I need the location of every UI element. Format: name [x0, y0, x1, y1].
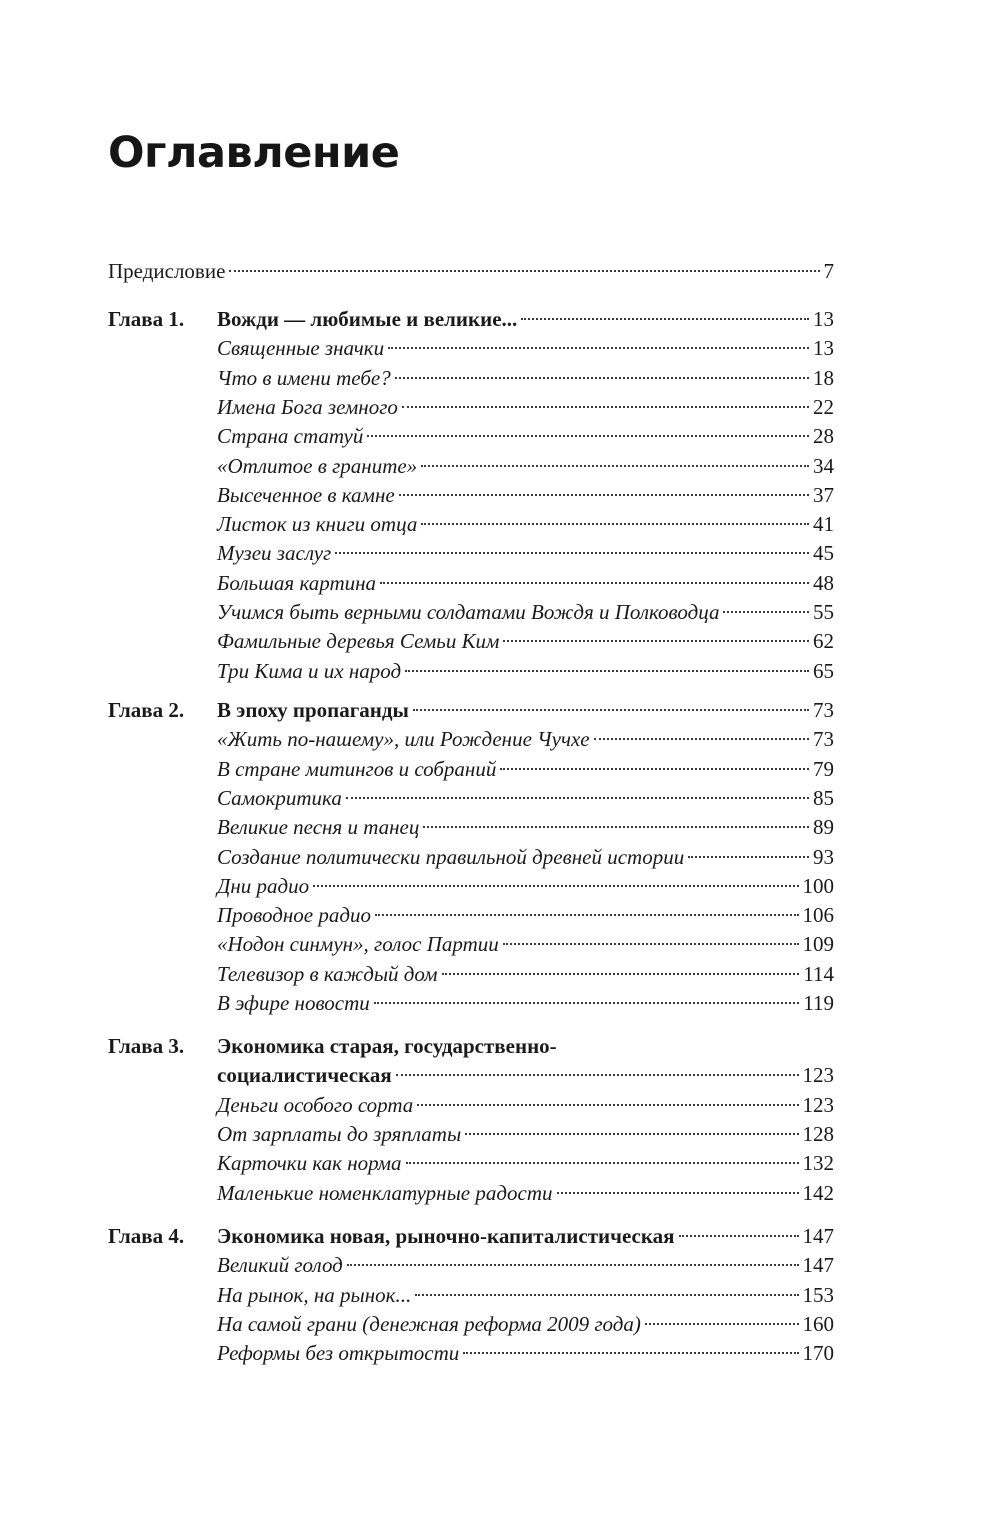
page-number: 106: [802, 903, 834, 928]
toc-section: [217, 1280, 834, 1310]
toc-chapter-2: [108, 695, 834, 725]
dot-leader: [503, 943, 799, 945]
dot-leader: [679, 1235, 799, 1237]
page-number: 28: [813, 424, 834, 449]
toc-section: [217, 724, 834, 754]
entry-title: От зарплаты до зряплаты: [217, 1121, 462, 1146]
entry-title: Карточки как норма: [217, 1151, 402, 1176]
toc-section: [217, 480, 834, 510]
dot-leader: [463, 1352, 798, 1354]
page-number: 13: [813, 336, 834, 361]
dot-leader: [645, 1323, 799, 1325]
dot-leader: [421, 523, 809, 525]
toc-section: [217, 1119, 834, 1149]
page-number: 109: [802, 932, 834, 957]
page-number: 79: [813, 756, 834, 781]
toc-section: [217, 812, 834, 842]
page-number: 123: [802, 1063, 834, 1088]
toc-chapter-3: [217, 1060, 834, 1090]
dot-leader: [402, 406, 809, 408]
page-number: 41: [813, 512, 834, 537]
entry-title: Создание политически правильной древней истории: [217, 844, 685, 869]
dot-leader: [557, 1192, 799, 1194]
page-number: 65: [813, 658, 834, 683]
entry-title: «Жить по-нашему», или Рождение Чучхе: [217, 727, 590, 752]
entry-title: «Нодон синмун», голос Партии: [217, 932, 499, 957]
entry-title: На самой грани (денежная реформа 2009 года): [217, 1311, 641, 1336]
page-number: 55: [813, 600, 834, 624]
page-number: 147: [802, 1253, 834, 1278]
dot-leader: [380, 582, 809, 584]
dot-leader: [367, 435, 809, 437]
toc-section: [217, 1250, 834, 1280]
entry-title: Учимся быть верными солдатами Вождя и Полководца: [217, 600, 720, 624]
dot-leader: [521, 318, 809, 320]
dot-leader: [399, 494, 809, 496]
entry-title: Маленькие номенклатурные радости: [217, 1180, 553, 1205]
dot-leader: [335, 552, 809, 554]
entry-title: Большая картина: [217, 570, 377, 595]
toc-section: [217, 1338, 834, 1368]
toc-section: [217, 656, 834, 686]
entry-title: Великие песня и танец: [217, 815, 420, 840]
page-number: 7: [823, 259, 834, 283]
page-number: 132: [802, 1151, 834, 1176]
dot-leader: [688, 856, 809, 858]
entry-title: Имена Бога земного: [217, 394, 398, 419]
entry-title: Предисловие: [108, 259, 226, 283]
entry-title: На рынок, на рынок...: [217, 1282, 412, 1307]
dot-leader: [723, 611, 809, 613]
page-number: 128: [802, 1121, 834, 1146]
page-number: 18: [813, 365, 834, 390]
entry-title: Деньги особого сорта: [217, 1092, 414, 1117]
dot-leader: [423, 826, 809, 828]
toc-section: [217, 451, 834, 481]
entry-title: Экономика старая, государственно-: [217, 1034, 557, 1058]
page-number: 73: [813, 727, 834, 752]
entry-title: В эфире новости: [217, 991, 370, 1015]
page-number: 153: [802, 1282, 834, 1307]
page-number: 160: [802, 1311, 834, 1336]
dot-leader: [503, 640, 809, 642]
dot-leader: [413, 709, 809, 711]
toc-section: [217, 871, 834, 901]
chapter-number: Глава 2.: [108, 698, 185, 722]
toc-section: [217, 597, 834, 627]
toc-entry-preface: [108, 256, 834, 286]
toc-section: [217, 568, 834, 598]
dot-leader: [405, 670, 809, 672]
entry-title: Священные значки: [217, 336, 385, 361]
entry-title: Что в имени тебе?: [217, 365, 391, 390]
toc-section: [217, 363, 834, 393]
page-number: 13: [813, 307, 834, 331]
entry-title: Музеи заслуг: [217, 541, 332, 566]
entry-title: Листок из книги отца: [217, 512, 418, 537]
page-number: 62: [813, 629, 834, 654]
dot-leader: [374, 1002, 799, 1004]
dot-leader: [347, 1264, 799, 1266]
entry-title: Экономика новая, рыночно-капиталистическая: [217, 1224, 675, 1248]
entry-title: «Отлитое в граните»: [217, 453, 418, 478]
toc-section: [217, 509, 834, 539]
toc-section: [217, 538, 834, 568]
toc-section: [217, 1148, 834, 1178]
entry-title: социалистическая: [217, 1063, 392, 1088]
toc-section: [217, 783, 834, 813]
toc-section: [217, 929, 834, 959]
entry-title: Самокритика: [217, 785, 342, 810]
entry-title: В эпоху пропаганды: [217, 698, 409, 722]
toc-section: [217, 754, 834, 784]
entry-title: Вожди — любимые и великие...: [217, 307, 518, 331]
page-number: 100: [802, 873, 834, 898]
entry-title: Проводное радио: [217, 903, 371, 928]
page-number: 22: [813, 394, 834, 419]
dot-leader: [395, 377, 809, 379]
toc-section: [217, 959, 834, 989]
page-number: 114: [803, 961, 834, 986]
page-number: 119: [803, 991, 834, 1015]
toc-chapter-1: [108, 304, 834, 334]
toc-section: [217, 421, 834, 451]
dot-leader: [375, 914, 799, 916]
page-title: Оглавление: [108, 128, 400, 178]
entry-title: Три Кима и их народ: [217, 658, 402, 683]
toc-section: [217, 1090, 834, 1120]
entry-title: В стране митингов и собраний: [217, 756, 497, 781]
page-number: 45: [813, 541, 834, 566]
toc-section: [217, 626, 834, 656]
entry-title: Телевизор в каждый дом: [217, 961, 438, 986]
dot-leader: [346, 797, 809, 799]
toc-section: [217, 988, 834, 1018]
dot-leader: [229, 270, 819, 272]
page-number: 34: [813, 453, 834, 478]
page-number: 170: [802, 1341, 834, 1366]
dot-leader: [442, 973, 800, 975]
page-number: 147: [802, 1224, 834, 1248]
toc-chapter-4: [108, 1221, 834, 1251]
page-number: 73: [813, 698, 834, 722]
toc-chapter-3-title-line: [108, 1031, 834, 1061]
dot-leader: [500, 768, 809, 770]
dot-leader: [417, 1104, 798, 1106]
toc-section: [217, 392, 834, 422]
toc-section: [217, 1178, 834, 1208]
page-number: 85: [813, 785, 834, 810]
entry-title: Реформы без открытости: [217, 1341, 460, 1366]
chapter-number: Глава 4.: [108, 1224, 185, 1248]
toc-section: [217, 842, 834, 872]
entry-title: Фамильные деревья Семьи Ким: [217, 629, 500, 654]
toc-section: [217, 333, 834, 363]
page-number: 89: [813, 815, 834, 840]
dot-leader: [313, 885, 798, 887]
entry-title: Великий голод: [217, 1253, 343, 1278]
dot-leader: [388, 347, 809, 349]
toc-section: [217, 900, 834, 930]
entry-title: Страна статуй: [217, 424, 364, 449]
entry-title: Дни радио: [217, 873, 310, 898]
page-number: 142: [802, 1180, 834, 1205]
toc-section: [217, 1309, 834, 1339]
entry-title: Высеченное в камне: [217, 482, 395, 507]
dot-leader: [594, 738, 809, 740]
dot-leader: [421, 465, 809, 467]
dot-leader: [396, 1074, 799, 1076]
dot-leader: [415, 1294, 798, 1296]
chapter-number: Глава 3.: [108, 1034, 185, 1058]
page-number: 123: [802, 1092, 834, 1117]
dot-leader: [465, 1133, 798, 1135]
page-number: 37: [813, 482, 834, 507]
chapter-number: Глава 1.: [108, 307, 185, 331]
page-number: 93: [813, 844, 834, 869]
page-number: 48: [813, 570, 834, 595]
dot-leader: [406, 1162, 799, 1164]
